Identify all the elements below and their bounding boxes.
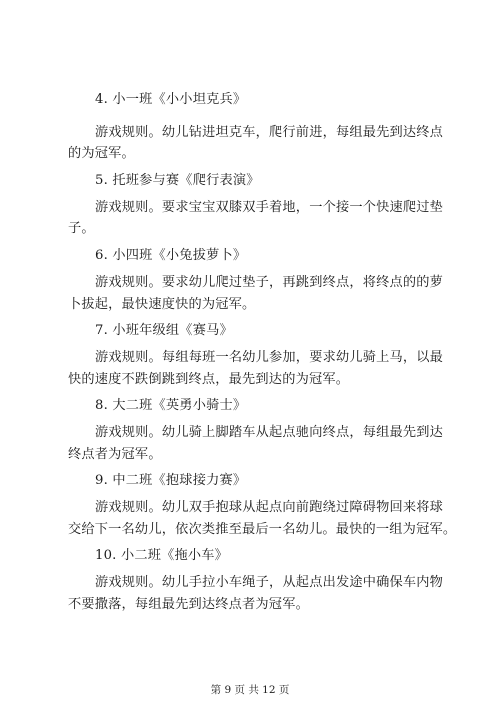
rule-text: 终点者为冠军。 [68,447,162,462]
section-heading: 10. 小二班《拖小车》 [95,548,229,563]
rule-text: 不要撒落，每组最先到达终点者为冠军。 [68,597,309,612]
rule-text: 游戏规则。每组每班一名幼儿参加，要求幼儿骑上马，以最 [95,350,444,365]
section-heading: 9. 中二班《抱球接力赛》 [95,473,247,488]
rule-text: 游戏规则。幼儿钻进坦克车，爬行前进，每组最先到达终点 [95,125,444,140]
rule-text: 游戏规则。幼儿双手抱球从起点向前跑绕过障碍物回来将球 [95,500,444,515]
rule-text: 交给下一名幼儿，依次类推至最后一名幼儿。最快的一组为冠军。 [68,522,457,537]
rule-text: 卜拔起，最快速度快的为冠军。 [68,297,256,312]
rule-text: 游戏规则。要求幼儿爬过垫子，再跳到终点，将终点的的萝 [95,275,444,290]
page-footer: 第 9 页 共 12 页 [210,684,290,696]
rule-text: 游戏规则。要求宝宝双膝双手着地，一个接一个快速爬过垫 [95,200,444,215]
section-heading: 8. 大二班《英勇小骑士》 [95,398,247,413]
section-heading: 4. 小一班《小小坦克兵》 [95,92,247,107]
section-heading: 5. 托班参与赛《爬行表演》 [95,173,260,188]
section-heading: 7. 小班年级组《赛马》 [95,323,233,338]
rule-text: 游戏规则。幼儿手拉小车绳子，从起点出发途中确保车内物 [95,575,444,590]
rule-text: 的为冠军。 [68,146,135,161]
rule-text: 快的速度不跌倒跳到终点，最先到达的为冠军。 [68,372,350,387]
rule-text: 游戏规则。幼儿骑上脚踏车从起点驰向终点，每组最先到达 [95,425,444,440]
rule-text: 子。 [68,221,95,236]
section-heading: 6. 小四班《小兔拔萝卜》 [95,248,247,263]
